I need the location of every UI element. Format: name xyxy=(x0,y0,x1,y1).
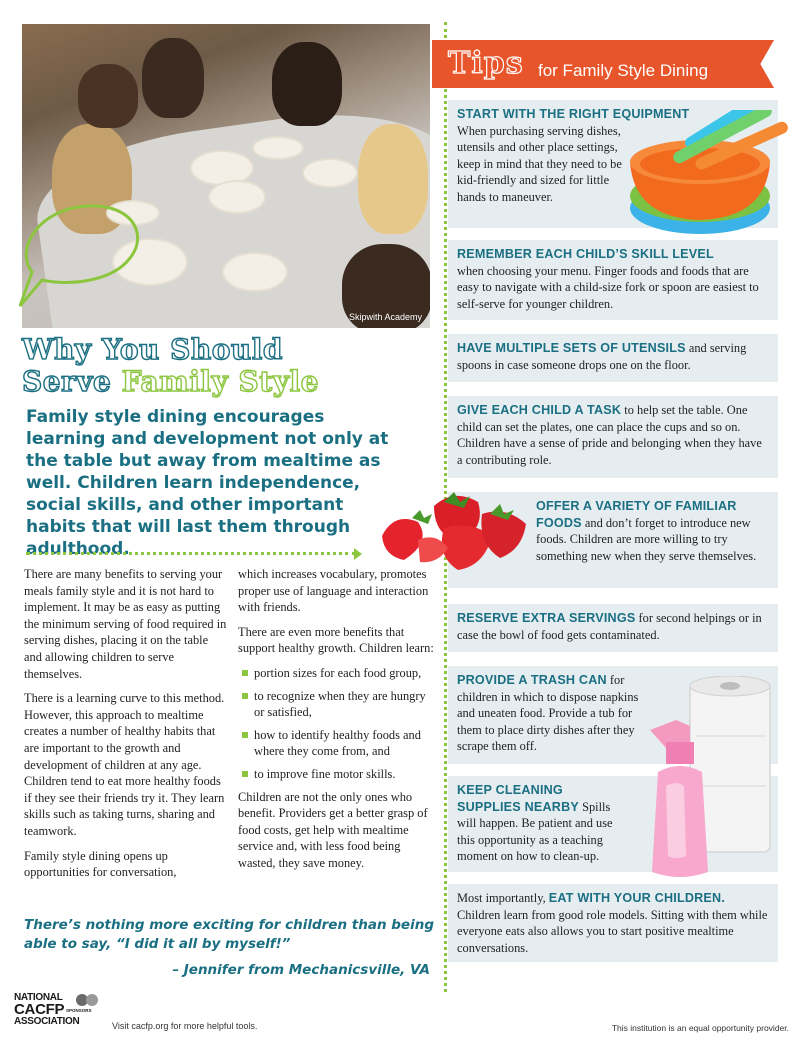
cleaning-supplies-icon xyxy=(636,676,786,886)
banner-tips-word: Tips xyxy=(448,46,524,81)
dotted-divider xyxy=(26,552,356,555)
tip-eat-with-children xyxy=(448,884,778,962)
tip-prefix: Most importantly, xyxy=(457,891,549,905)
logo-cacfp: CACFP xyxy=(14,1001,65,1018)
body-paragraph: There is a learning curve to this method. However, this approach to mealtime creates a number of healthy habits that are important to the growth and development of children at any age. Children tend to eat more healthy foods if they see their friends try it. They learn skills such as taking turns, sharing and teamwork. xyxy=(24,691,225,838)
body-paragraph: Children are not the only ones who benefit. Providers get a better grasp of food costs, get help with mealtime service and, with less food being wasted, they save money. xyxy=(238,789,428,870)
intro-paragraph: Family style dining encourages learning and development not only at the table but away from mealtime as well. Children learn independence, social skills, and other important habits that will last them through adulthood. xyxy=(26,407,389,559)
tip-skill-level xyxy=(448,240,778,320)
tip-body: Spills will happen. Be patient and use this opportunity as a teaching moment on how to clean-up. xyxy=(457,799,613,864)
why-title-line2 xyxy=(22,366,422,398)
list-item: how to identify healthy foods and where they come from, and xyxy=(238,727,438,760)
tip-body: and serving spoons in case someone drops one on the floor. xyxy=(457,341,747,372)
list-item: to improve fine motor skills. xyxy=(238,766,438,783)
cacfp-logo xyxy=(14,992,104,1032)
tip-body: when choosing your menu. Finger foods and foods that are easy to navigate with a child-size fork or spoon are easiest to self-serve for younger children. xyxy=(457,263,759,311)
why-title-serve: Serve xyxy=(22,365,122,398)
tip-heading: HAVE MULTIPLE SETS OF UTENSILS xyxy=(457,341,686,355)
tip-body: When purchasing serving dishes, utensils and other place settings, keep in mind that they need to be kid-friendly and sized for little hands to maneuver. xyxy=(457,123,622,204)
tip-heading: PROVIDE A TRASH CAN xyxy=(457,673,607,687)
tip-body: for children in which to dispose napkins and uneaten food. Provide a tub for them to place dirty dishes after they scrape them off. xyxy=(457,673,639,754)
why-title-line1: Why You Should xyxy=(22,333,283,366)
quote-author: – Jennifer from Mechanicsville, VA xyxy=(172,962,430,978)
logo-mark-icon xyxy=(74,992,100,1008)
list-item: portion sizes for each food group, xyxy=(238,665,438,682)
photo-plate xyxy=(252,136,304,160)
tip-body: and don’t forget to introduce new foods. Children are more willing to try something new when they serve themselves. xyxy=(536,515,757,563)
logo-sponsors: SPONSORS xyxy=(66,1008,92,1013)
list-item: to recognize when they are hungry or satisfied, xyxy=(238,688,438,721)
body-column-2 xyxy=(238,566,438,880)
photo-child xyxy=(272,42,342,126)
tip-heading: EAT WITH YOUR CHILDREN. xyxy=(548,891,726,905)
tip-body: for second helpings or in case the bowl of food gets contaminated. xyxy=(457,611,762,642)
tip-body: Children learn from good role models. Sitting with them while everyone eats also allows you to start positive mealtime conversations. xyxy=(457,907,768,955)
tip-extra-servings xyxy=(448,604,778,652)
tip-heading: KEEP CLEANING SUPPLIES NEARBY xyxy=(457,783,579,814)
photo-plate xyxy=(222,252,288,292)
benefit-list xyxy=(238,665,438,783)
logo-national: NATIONAL xyxy=(14,992,63,1003)
footer-website-note: Visit cacfp.org for more helpful tools. xyxy=(112,1021,258,1031)
tip-heading: START WITH THE RIGHT EQUIPMENT xyxy=(457,107,690,121)
bowls-icon xyxy=(626,110,798,240)
photo-child xyxy=(358,124,428,234)
body-paragraph: which increases vocabulary, promotes proper use of language and interaction with friends. xyxy=(238,567,429,615)
tip-heading: GIVE EACH CHILD A TASK xyxy=(457,403,622,417)
photo-child xyxy=(78,64,138,128)
body-column-1 xyxy=(24,566,228,889)
tip-body: to help set the table. One child can set the plates, one can place the cups and so on. Children have a sense of pride and belonging when they have a contributing role. xyxy=(457,403,762,467)
why-title xyxy=(22,334,422,398)
strawberries-icon xyxy=(374,484,534,574)
photo-child xyxy=(142,38,204,118)
photo-plate xyxy=(302,158,358,188)
body-paragraph: There are even more benefits that support healthy growth. Children learn: xyxy=(238,624,434,656)
tip-utensils xyxy=(448,334,778,382)
why-title-family-style: Family Style xyxy=(121,365,319,398)
tip-task xyxy=(448,396,778,478)
photo-credit: Skipwith Academy xyxy=(348,312,422,322)
body-paragraph: There are many benefits to serving your meals family style and it is not hard to implement. It may be as easy as putting the minimum serving of food required in serving dishes, placing it on the table and allowing children to serve themselves. xyxy=(24,567,227,681)
tip-heading: RESERVE EXTRA SERVINGS xyxy=(457,611,636,625)
logo-association: ASSOCIATION xyxy=(14,1016,80,1027)
footer-equal-opportunity: This institution is an equal opportunity provider. xyxy=(611,1023,789,1033)
tip-heading: REMEMBER EACH CHILD’S SKILL LEVEL xyxy=(457,247,714,261)
pull-quote: There’s nothing more exciting for children than being able to say, “I did it all by myself!” xyxy=(24,917,434,952)
body-paragraph: Family style dining opens up opportunities for conversation, xyxy=(24,848,177,880)
tip-heading: OFFER A VARIETY OF FAMILIAR FOODS xyxy=(536,499,737,530)
arrow-right-icon xyxy=(354,548,362,560)
banner-subtitle: for Family Style Dining xyxy=(538,61,709,80)
speech-bubble-outline-icon xyxy=(10,202,150,312)
photo-plate xyxy=(208,180,266,214)
